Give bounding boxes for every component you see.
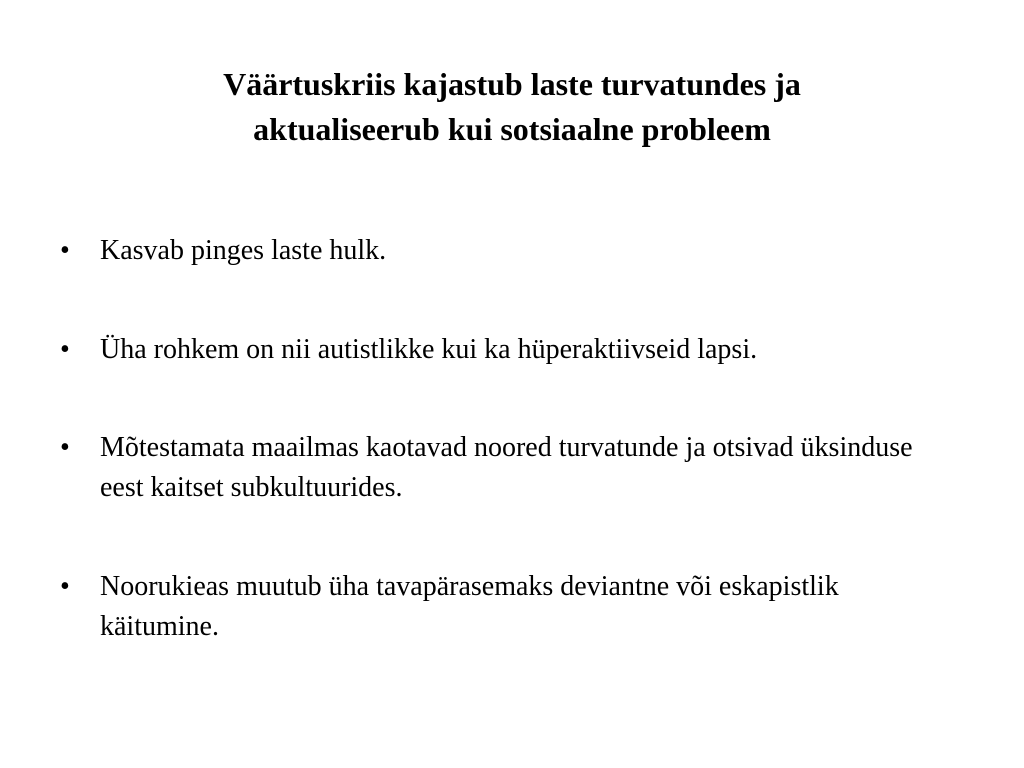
bullet-text: Kasvab pinges laste hulk. [100,235,387,266]
bullet-item [60,330,960,370]
bullet-text: Noorukieas muutub üha tavapärasemaks deviantne või eskapistlik käitumine. [100,571,839,642]
bullet-icon: • [60,571,70,602]
slide-title [100,62,924,152]
slide-title-line-2: aktualiseerub kui sotsiaalne probleem [253,111,771,147]
bullet-item [60,231,960,271]
bullet-text: Üha rohkem on nii autistlikke kui ka hüperaktiivseid lapsi. [100,334,758,365]
bullet-item [60,428,960,508]
bullet-icon: • [60,334,70,365]
bullet-icon: • [60,235,70,266]
bullet-icon: • [60,432,70,463]
bullet-item [60,567,960,647]
bullet-text: Mõtestamata maailmas kaotavad noored turvatunde ja otsivad üksinduse eest kaitset subkultuurides. [100,432,913,503]
slide-title-line-1: Väärtuskriis kajastub laste turvatundes ja [223,66,801,102]
